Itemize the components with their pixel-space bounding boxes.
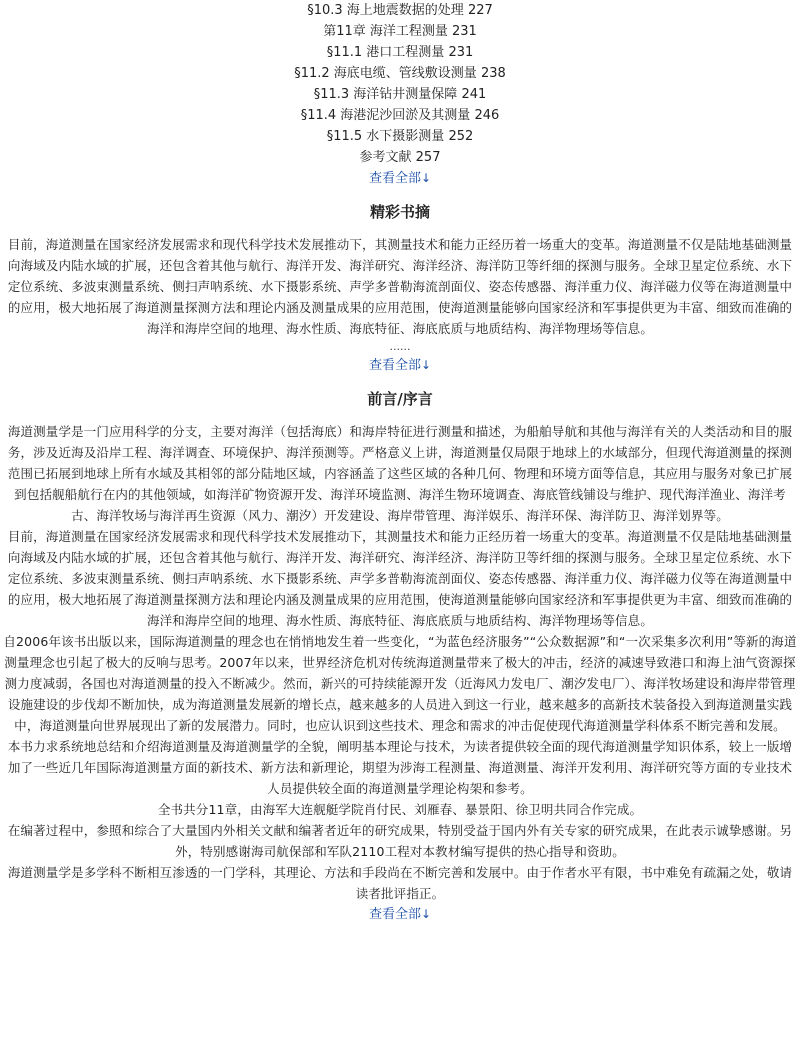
arrow-down-icon: ↓ — [420, 171, 432, 185]
excerpt-ellipsis: ...... — [389, 340, 411, 353]
toc-entry: §11.2 海底电缆、管线敷设测量 238 — [294, 66, 506, 81]
excerpt-view-all-link[interactable] — [0, 355, 800, 376]
toc-entry: §11.3 海洋钻井测量保障 241 — [313, 87, 487, 102]
view-all-label: 查看全部 — [368, 358, 421, 373]
arrow-down-icon: ↓ — [420, 358, 432, 372]
toc-entry: §11.5 水下摄影测量 252 — [326, 129, 474, 144]
preface-paragraph: 海道测量学是多学科不断相互渗透的一门学科，其理论、方法和手段尚在不断完善和发展中。由于作者水平有限，书中难免有疏漏之处，敬请读者批评指正。 — [7, 865, 793, 901]
toc-section — [0, 0, 800, 189]
toc-view-all-link[interactable] — [0, 168, 800, 189]
preface-paragraph: 海道测量学是一门应用科学的分支，主要对海洋（包括海底）和海岸特征进行测量和描述，为船舶导航和其他与海洋有关的人类活动和目的服务，涉及近海及沿岸工程、海洋调查、环境保护、海洋预测等。严格意义上讲，海道测量仅局限于地球上的水域部分，但现代海道测量的探测范围已拓展到地球上所有水域及其相邻的部分陆地区域，内容涵盖了这些区域的各种几何、物理和环境方面等信息，其应用与服务对象已扩展到包括舰船航行在内的其他领域，如海洋矿物资源开发、海洋环境监测、海洋生物环境调查、海底管线铺设与维护、现代海洋渔业、海洋考古、海洋牧场与海洋再生资源（风力、潮汐）开发建设、海岸带管理、海洋娱乐、海洋环保、海洋防卫、海洋划界等。 — [7, 424, 793, 523]
arrow-down-icon: ↓ — [420, 907, 432, 921]
preface-paragraph: 在编著过程中，参照和综合了大量国内外相关文献和编著者近年的研究成果，特别受益于国内外有关专家的研究成果，在此表示诚挚感谢。另外，特别感谢海司航保部和军队2110工程对本教材编写提供的热心指导和资助。 — [7, 823, 793, 859]
preface-paragraph: 目前，海道测量在国家经济发展需求和现代科学技术发展推动下，其测量技术和能力正经历着一场重大的变革。海道测量不仅是陆地基础测量向海域及内陆水域的扩展，还包含着其他与航行、海洋开发、海洋研究、海洋经济、海洋防卫等纤细的探测与服务。全球卫星定位系统、水下定位系统、多波束测量系统、侧扫声呐系统、水下摄影系统、声学多普勒海流剖面仪、姿态传感器、海洋重力仪、海洋磁力仪等在海道测量中的应用，极大地拓展了海道测量探测方法和理论内涵及测量成果的应用范围，使海道测量能够向国家经济和军事提供更为丰富、细致而准确的海洋和海岸空间的地理、海水性质、海底特征、海底底质与地质结构、海洋物理场等信息。 — [7, 529, 793, 628]
toc-entry: 参考文献 257 — [359, 150, 441, 165]
preface-paragraph: 全书共分11章，由海军大连舰艇学院肖付民、刘雁春、暴景阳、徐卫明共同合作完成。 — [157, 802, 643, 817]
toc-entry: §11.4 海港泥沙回淤及其测量 246 — [300, 108, 500, 123]
excerpt-paragraph: 目前，海道测量在国家经济发展需求和现代科学技术发展推动下，其测量技术和能力正经历着一场重大的变革。海道测量不仅是陆地基础测量向海域及内陆水域的扩展，还包含着其他与航行、海洋开发、海洋研究、海洋经济、海洋防卫等纤细的探测与服务。全球卫星定位系统、水下定位系统、多波束测量系统、侧扫声呐系统、水下摄影系统、声学多普勒海流剖面仪、姿态传感器、海洋重力仪、海洋磁力仪等在海道测量中的应用，极大地拓展了海道测量探测方法和理论内涵及测量成果的应用范围，使海道测量能够向国家经济和军事提供更为丰富、细致而准确的海洋和海岸空间的地理、海水性质、海底特征、海底底质与地质结构、海洋物理场等信息。 — [7, 237, 793, 336]
toc-entry: §10.3 海上地震数据的处理 227 — [307, 3, 493, 18]
toc-entry: §11.1 港口工程测量 231 — [326, 45, 474, 60]
view-all-label: 查看全部 — [368, 171, 421, 186]
view-all-label: 查看全部 — [368, 907, 421, 922]
toc-entry: 第11章 海洋工程测量 231 — [323, 24, 477, 39]
preface-paragraph: 自2006年该书出版以来，国际海道测量的理念也在悄悄地发生着一些变化，“为蓝色经济服务”“公众数据源”和“一次采集多次利用”等新的海道测量理念也引起了极大的反响与思考。2007年以来，世界经济危机对传统海道测量带来了极大的冲击，经济的减速导致港口和海上油气资源探测力度减弱，各国也对海道测量的投入不断减少。然而，新兴的可持续能源开发（近海风力发电厂、潮汐发电厂）、海洋牧场建设和海岸带管理设施建设的步伐却不断加快，成为海道测量发展新的增长点，越来越多的人员进入到这一行业，越来越多的高新技术装备投入到海道测量实践中，海道测量向世界展现出了新的发展潜力。同时，也应认识到这些技术、理念和需求的冲击促使现代海道测量学科体系不断完善和发展。 — [3, 634, 797, 733]
preface-paragraph: 本书力求系统地总结和介绍海道测量及海道测量学的全貌，阐明基本理论与技术，为读者提供较全面的现代海道测量学知识体系，较上一版增加了一些近几年国际海道测量方面的新技术、新方法和新理论，期望为涉海工程测量、海道测量、海洋开发利用、海洋研究等方面的专业技术人员提供较全面的海道测量学理论构架和参考。 — [7, 739, 793, 796]
excerpt-title: 精彩书摘 — [369, 203, 430, 221]
preface-view-all-link[interactable] — [0, 904, 800, 925]
preface-title: 前言/序言 — [367, 390, 433, 408]
preface-section — [0, 388, 800, 925]
excerpt-section — [0, 201, 800, 376]
